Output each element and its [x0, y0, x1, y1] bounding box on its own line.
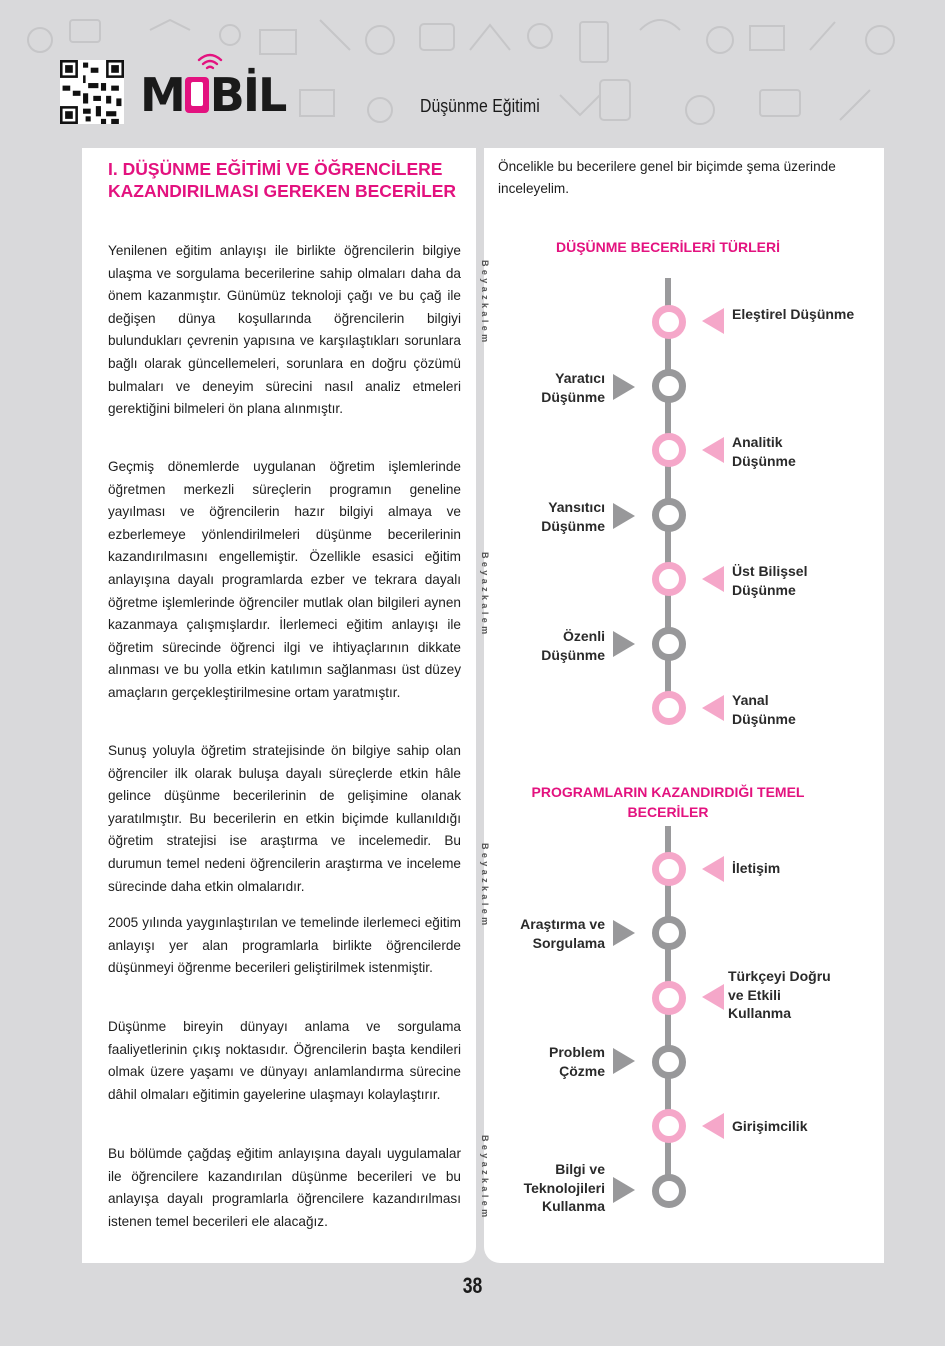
brand-logo: M BİL: [140, 68, 286, 122]
timeline-node: [652, 369, 686, 403]
diagram-title-core-skills: PROGRAMLARIN KAZANDIRDIĞI TEMEL BECERİLER: [531, 784, 805, 820]
pointer-right-icon: [613, 374, 635, 400]
paragraph: Geçmiş dönemlerde uygulanan öğretim işlemlerinde öğretmen merkezli süreçlerin programın geneline yayılması ve öğrencilerin hazır bilgiyi almaya ve ezberlemeye yönlendirilmeleri düşünme becerilerinin kazandırılmasını engellemiştir. Özellikle esasici eğitim anlayışına dayalı programlarda ezber ve tekrara dayalı öğretme işlemlerinde öğrenciler mutlak olan bilgileri aynen kazanmaya çalışmışlardır. İlerlemeci eğitim anlayışı ile öğretim sürecinde öğrenci ilgi ve ihtiyaçlarının dikkate alınması ve bu yolla etkin katılımın sağlanması üst düzey amaçların gerçekleştirilmesine ortam yaratmıştır.: [108, 459, 461, 700]
paragraph: 2005 yılında yaygınlaştırılan ve temelinde ilerlemeci eğitim anlayışı yer alan programlarla birlikte öğrencilerde düşünmeyi öğrenme becerileri geliştirilmek istenmiştir.: [108, 915, 461, 976]
pointer-right-icon: [613, 503, 635, 529]
skill-label: Analitik Düşünme: [732, 434, 796, 469]
skill-label: İletişim: [732, 860, 781, 876]
side-brand-watermark: Beyazkalem: [480, 1135, 490, 1221]
timeline-node: [652, 562, 686, 596]
timeline-node: [652, 627, 686, 661]
skill-label: Yansıtıcı Düşünme: [541, 499, 605, 534]
paragraph: Sunuş yoluyla öğretim stratejisinde ön bilgiye sahip olan öğrenciler ilk olarak buluşa dayalı süreçlerde etkin hâle gelince düşünme becerilerinin de gelişimine olanak yaratılmıştır. Bu becerilerin en etkin biçimde kullanıldığı öğretim stratejisi ise araştırma ve incelemedir. Bu durumun temel nedeni öğrencilerin araştırma ve inceleme sürecinde daha etkin olmalarıdır.: [108, 743, 461, 894]
page-number: 38: [462, 1273, 483, 1298]
timeline-node: [652, 981, 686, 1015]
skill-label: Problem Çözme: [548, 1044, 605, 1079]
pointer-right-icon: [613, 920, 635, 946]
timeline-node: [652, 852, 686, 886]
phone-icon: [185, 77, 209, 113]
pointer-right-icon: [613, 631, 635, 657]
section-title: I. DÜŞÜNME EĞİTİMİ VE ÖĞRENCİLERE KAZANDIRILMASI GEREKEN BECERİLER: [108, 159, 457, 201]
side-brand-watermark: Beyazkalem: [480, 843, 490, 929]
skill-label: Bilgi ve Teknolojileri Kullanma: [523, 1161, 605, 1214]
pointer-left-icon: [702, 856, 724, 882]
skill-label: Özenli Düşünme: [541, 628, 605, 663]
pointer-right-icon: [613, 1048, 635, 1074]
diagram-title-thinking-skills: DÜŞÜNME BECERİLERİ TÜRLERİ: [555, 239, 780, 255]
pointer-left-icon: [702, 437, 724, 463]
skill-label: Eleştirel Düşünme: [732, 306, 855, 322]
timeline-node: [652, 1109, 686, 1143]
pointer-left-icon: [702, 1113, 724, 1139]
pointer-right-icon: [613, 1177, 635, 1203]
skill-label: Türkçeyi Doğru ve Etkili Kullanma: [728, 968, 831, 1021]
skill-label: Araştırma ve Sorgulama: [520, 916, 605, 951]
timeline-node: [652, 305, 686, 339]
paragraph: Yenilenen eğitim anlayışı ile birlikte öğrencilerin bilgiye ulaşma ve sorgulama becerilerine sahip olmaları daha da önem kazanmıştır. Günümüz teknoloji çağı ve bu çağ ile değişen dünya koşullarında öğrencilerin bilgiyi bulundukları çevrenin yapısına ve karşılaştıkları sorunlara bağlı olarak güncellemeleri, sorunlara en doğru çözümü bulmaları ve deneyim sürecini nasıl analiz etmeleri gerektiğini bilmeleri ön plana alınmıştır.: [108, 243, 461, 417]
qr-code[interactable]: [60, 60, 124, 124]
timeline-node: [652, 433, 686, 467]
pointer-left-icon: [702, 695, 724, 721]
side-brand-watermark: Beyazkalem: [480, 260, 490, 346]
skill-label: Yanal Düşünme: [732, 692, 796, 727]
page-header: [0, 0, 945, 148]
skill-label: Girişimcilik: [732, 1118, 808, 1134]
pointer-left-icon: [702, 308, 724, 334]
timeline-node: [652, 1045, 686, 1079]
paragraph: Bu bölümde çağdaş eğitim anlayışına dayalı uygulamalar ile öğrencilere kazandırılan düşünme becerileri ve bu anlayışa dayalı programlarla öğrencilere kazandırılması istenen temel becerileri ele alacağız.: [108, 1146, 461, 1229]
timeline-node: [652, 916, 686, 950]
skill-label: Üst Bilişsel Düşünme: [732, 563, 808, 598]
intro-text: Öncelikle bu becerilere genel bir biçimde şema üzerinde inceleyelim.: [498, 159, 836, 196]
timeline-node: [652, 691, 686, 725]
paragraph: Düşünme bireyin dünyayı anlama ve sorgulama faaliyetlerinin çıkış noktasıdır. Öğrencilerin başta kendileri olmak üzere yaşamı ve dünyayı anlamlandırma sürecine dâhil olmaları eğitimin gayelerine ulaşmayı kolaylaştırır.: [108, 1019, 461, 1102]
section-label: Düşünme Eğitimi: [420, 96, 540, 116]
pointer-left-icon: [702, 984, 724, 1010]
skill-label: Yaratıcı Düşünme: [541, 370, 605, 405]
timeline-node: [652, 1174, 686, 1208]
timeline-node: [652, 498, 686, 532]
side-brand-watermark: Beyazkalem: [480, 552, 490, 638]
pointer-left-icon: [702, 566, 724, 592]
